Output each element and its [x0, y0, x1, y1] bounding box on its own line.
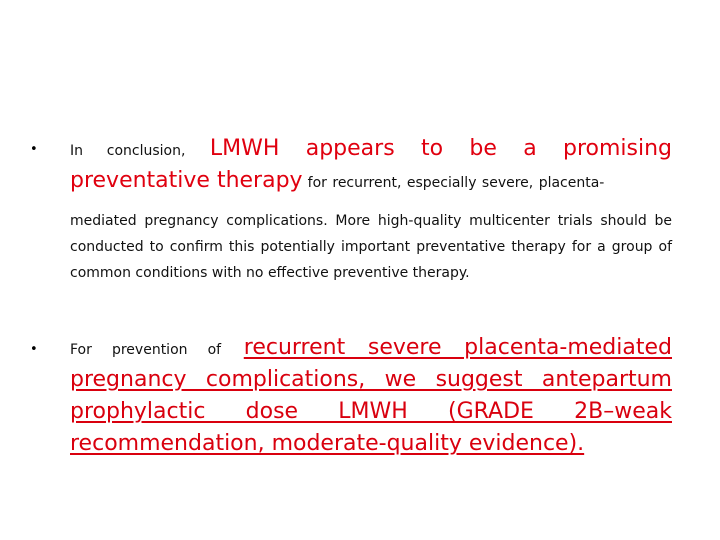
recommendation-lead: For prevention of	[70, 342, 222, 358]
recommendation-text-2: pregnancy complications, we suggest antepartum	[70, 367, 672, 392]
recommendation-text-1: recurrent severe placenta-mediated	[243, 335, 672, 360]
recommendation-line-1	[70, 332, 672, 364]
recommendation-text-4: recommendation, moderate-quality evidence).	[70, 431, 585, 456]
bullet-conclusion-text	[70, 132, 672, 286]
conclusion-emphasis-part1: LMWH appears to be a promising	[209, 136, 672, 161]
conclusion-line-1	[70, 132, 672, 166]
recommendation-line-3	[70, 396, 672, 428]
conclusion-lead: In conclusion,	[70, 143, 186, 159]
bullet-marker: •	[30, 342, 38, 357]
conclusion-line-2	[70, 166, 672, 200]
conclusion-tail: for recurrent, especially severe, placenta-	[307, 175, 605, 191]
recommendation-text-3: prophylactic dose LMWH (GRADE 2B–weak	[70, 399, 672, 424]
bullet-marker: •	[30, 142, 38, 157]
recommendation-line-4	[70, 428, 672, 460]
conclusion-paragraph: mediated pregnancy complications. More high-quality multicenter trials should be conducted to confirm this potentially important preventative therapy for a group of common conditions with no effective preventive therapy.	[70, 213, 672, 281]
bullet-recommendation-text	[70, 332, 672, 460]
conclusion-emphasis-part2: preventative therapy	[70, 168, 303, 193]
recommendation-line-2	[70, 364, 672, 396]
